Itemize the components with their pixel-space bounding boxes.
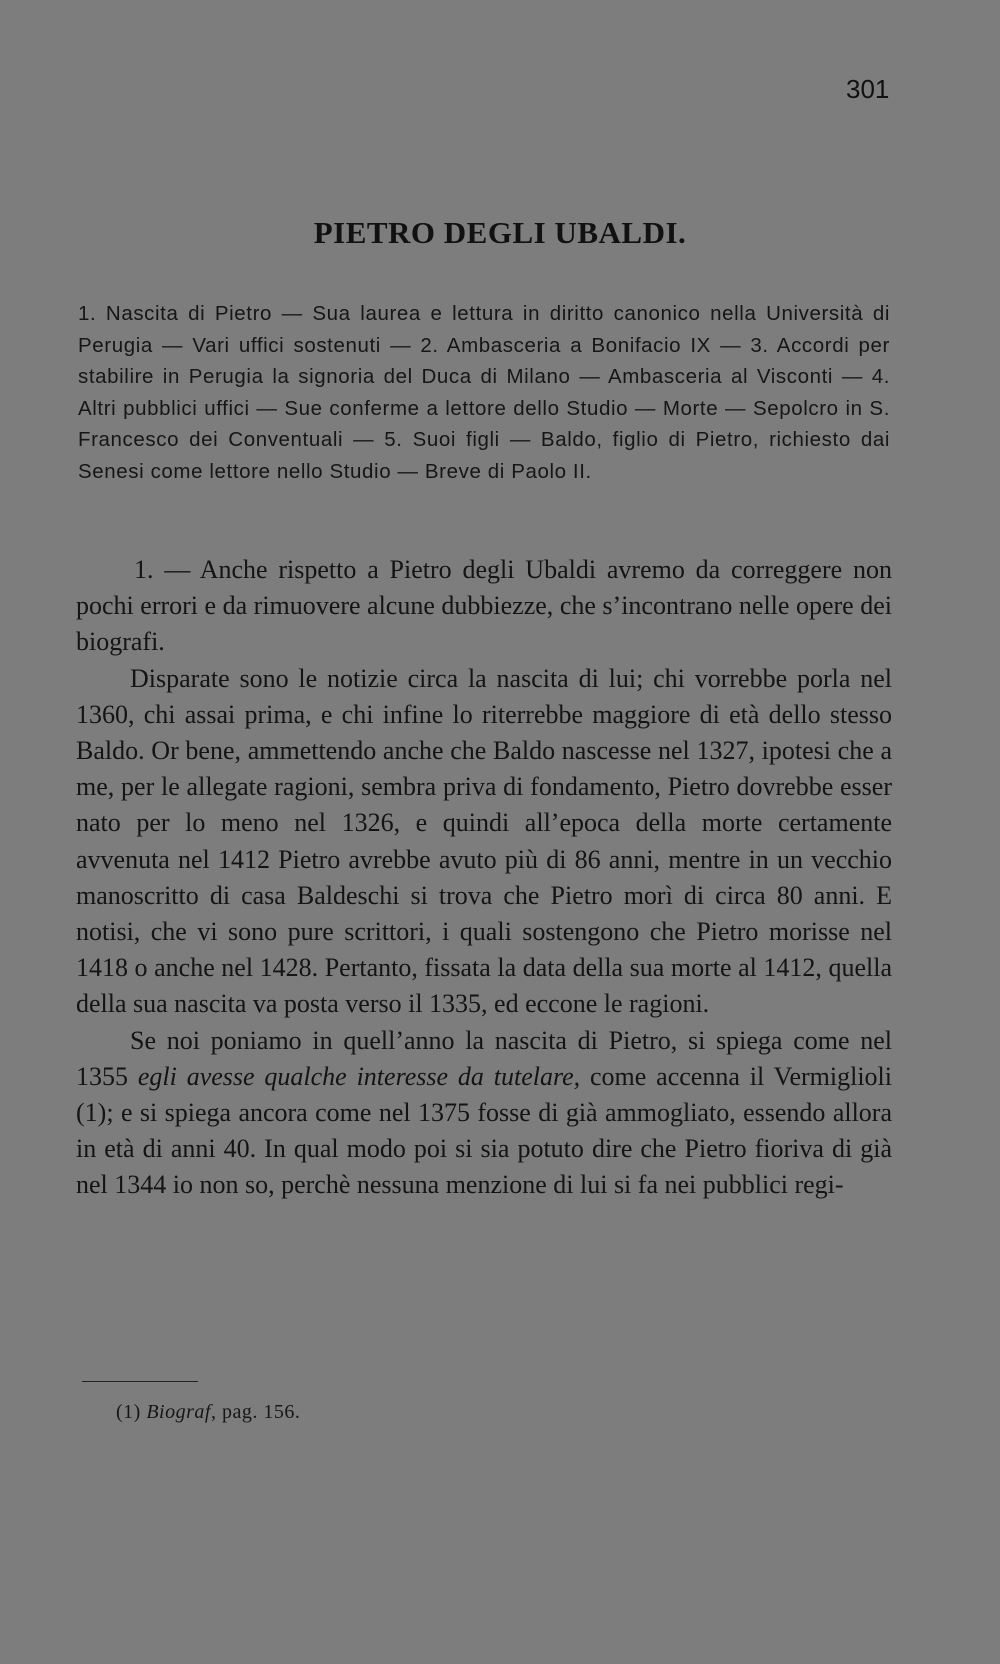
body-text [76,552,892,1204]
paragraph-3-text-end: come accenna il Vermiglioli (1); e si spiega ancora come nel 1375 fosse di già ammogliato, essendo allora in età di anni 40. In qual modo poi si sia potuto dire che Pietro fioriva di già nel 1344 io non so, perchè nessuna menzione di lui si fa nei pubblici regi- [76,1061,892,1200]
paragraph-3 [76,1023,892,1204]
footnote-divider [82,1381,198,1382]
chapter-title: PIETRO DEGLI UBALDI. [313,215,687,250]
paragraph-3-text: Se noi poniamo in quell’anno la nascita di Pietro, si spiega come nel 1355 [76,1025,892,1091]
paragraph-1: 1. — Anche rispetto a Pietro degli Ubaldi avremo da correggere non pochi errori e da rimuovere alcune dubbiezze, che s’incontrano nelle opere dei biografi. [76,555,892,657]
footnote [116,1401,300,1424]
paragraph-3-italic-quote: egli avesse qualche interesse da tutelare, [137,1061,581,1091]
page-number: 301 [846,74,890,104]
footnote-source: Biograf [146,1401,211,1423]
footnote-rest: , pag. 156. [210,1401,301,1423]
chapter-summary: 1. Nascita di Pietro — Sua laurea e lettura in diritto canonico nella Università di Perugia — Vari uffici sostenuti — 2. Ambasceria a Bonifacio IX — 3. Accordi per stabilire in Perugia la signoria del Duca di Milano — Ambasceria al Visconti — 4. Altri pubblici uffici — Sue conferme a lettore dello Studio — Morte — Sepolcro in S. Francesco dei Conventuali — 5. Suoi figli — Baldo, figlio di Pietro, richiesto dai Senesi come lettore nello Studio — Breve di Paolo II. [78,302,890,483]
footnote-marker: (1) [116,1401,141,1423]
paragraph-2: Disparate sono le notizie circa la nascita di lui; chi vorrebbe porla nel 1360, chi assai prima, e chi infine lo riterrebbe maggiore di età dello stesso Baldo. Or bene, ammettendo anche che Baldo nascesse nel 1327, ipotesi che a me, per le allegate ragioni, sembra priva di fondamento, Pietro dovrebbe esser nato per lo meno nel 1326, e quindi all’epoca della morte certamente avvenuta nel 1412 Pietro avrebbe avuto più di 86 anni, mentre in un vecchio manoscritto di casa Baldeschi si trova che Pietro morì di circa 80 anni. E notisi, che vi sono pure scrittori, i quali sostengono che Pietro morisse nel 1418 o anche nel 1428. Pertanto, fissata la data della sua morte al 1412, quella della sua nascita va posta verso il 1335, ed eccone le ragioni. [76,663,892,1019]
